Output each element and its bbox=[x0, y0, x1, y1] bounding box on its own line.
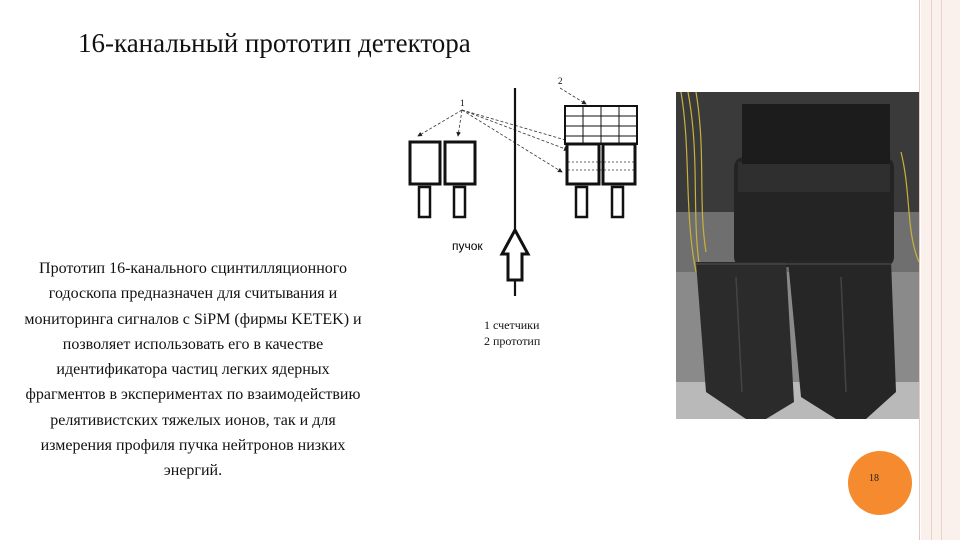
diagram-label-2: 2 bbox=[558, 76, 563, 86]
diagram-label-1: 1 bbox=[460, 98, 465, 108]
diagram-legend bbox=[484, 317, 540, 349]
legend-item-counters: 1 счетчики bbox=[484, 318, 540, 332]
decorative-side-strip bbox=[921, 0, 960, 540]
counter-left-1 bbox=[410, 142, 440, 217]
strip-line bbox=[941, 0, 942, 540]
page-number-badge bbox=[848, 451, 912, 515]
beam-arrow bbox=[502, 230, 528, 280]
beam-label: пучок bbox=[452, 239, 483, 253]
counter-left-2 bbox=[445, 142, 475, 217]
body-paragraph: Прототип 16-канального сцинтилляционного годоскопа предназначен для считывания и мониторинга сигналов с SiPM (фирмы KETEK) и позволяет использовать его в качестве идентификатора частиц легких ядерных фрагментов в экспериментах по взаимодействию релятивистских тяжелых ионов, так и для измерения профиля пучка нейтронов низких энергий. bbox=[24, 260, 362, 480]
prototype-photo-drawing bbox=[676, 92, 919, 419]
legend-item-prototype: 2 прототип bbox=[484, 334, 541, 348]
page-number: 18 bbox=[869, 473, 879, 484]
detector-schematic bbox=[400, 70, 650, 310]
prototype-photo bbox=[676, 92, 919, 419]
slide-title: 16-канальный прототип детектора bbox=[78, 28, 471, 58]
prototype-block bbox=[565, 106, 637, 217]
strip-line bbox=[931, 0, 932, 540]
